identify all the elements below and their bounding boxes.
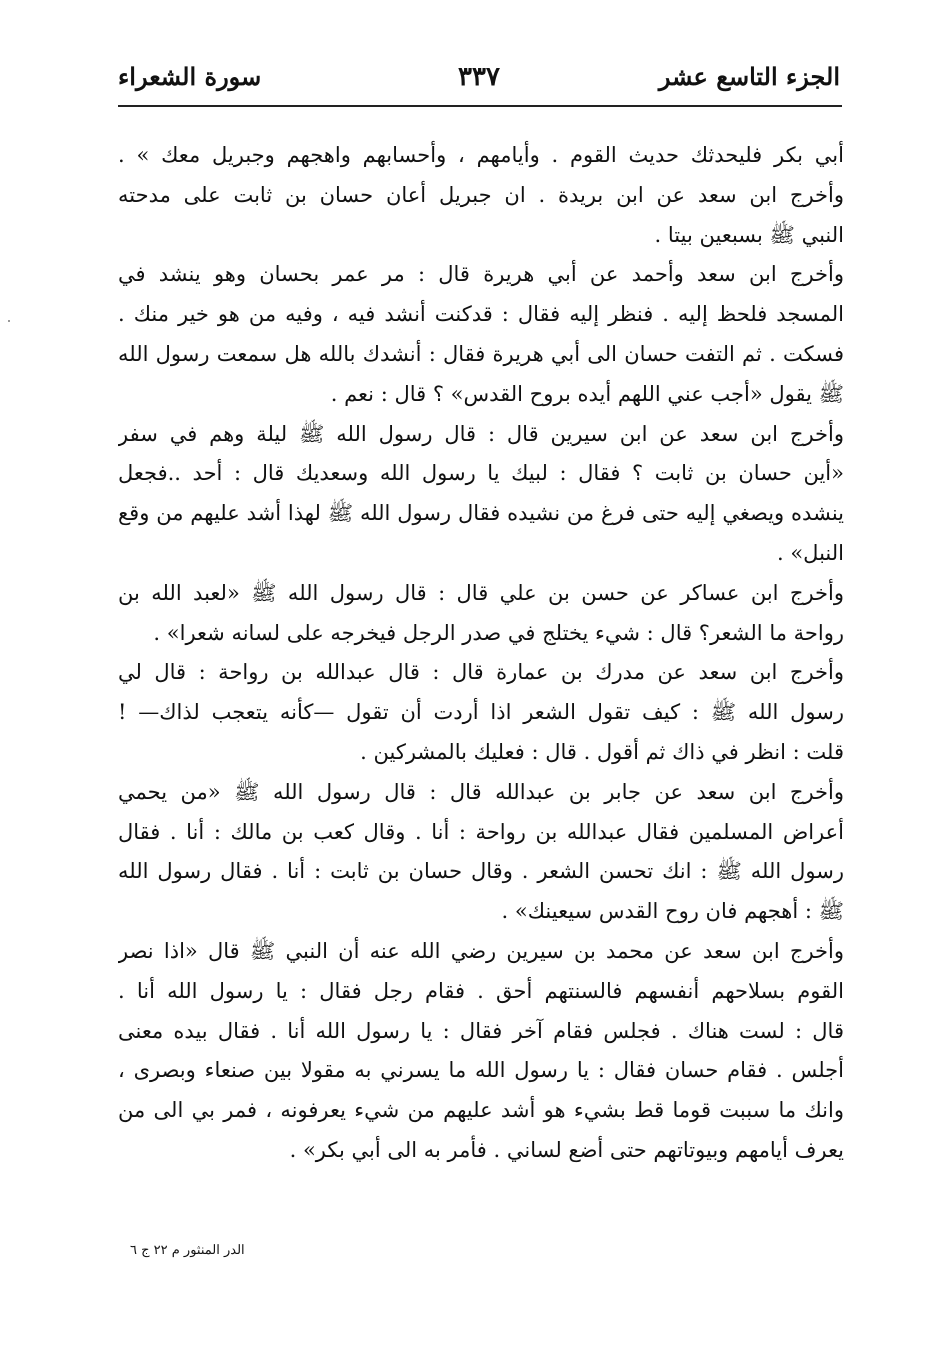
text-line: «أين حسان بن ثابت ؟ فقال : لبيك يا رسول الله وسعديك قال : أحد ..فجعل — [118, 461, 844, 486]
text-line: رسول الله ﷺ : انك تحسن الشعر . وقال حسان بن ثابت : أنا . فقال رسول الله — [118, 859, 844, 884]
page-number: ٣٣٧ — [458, 62, 500, 92]
text-line: ﷺ يقول «أجب عني اللهم أيده بروح القدس» ؟ قال : نعم . — [330, 381, 844, 406]
text-line: قال : لست هناك . فجلس فقام آخر فقال : يا رسول الله أنا . فقال بيده معنى — [118, 1018, 844, 1043]
surah-title: سورة الشعراء — [118, 62, 262, 91]
text-line: وانك ما سببت قوما قط بشيء هو أشد عليهم من شيء يعرفونه ، فمر بي الى من — [118, 1098, 844, 1123]
text-line: وأخرج ابن سعد عن مدرك بن عمارة قال : قال عبدالله بن رواحة : قال لي — [118, 660, 844, 685]
scan-speck — [8, 320, 10, 322]
text-line: وأخرج ابن سعد وأحمد عن أبي هريرة قال : مر عمر بحسان وهو ينشد في — [118, 262, 844, 287]
text-line: النبي ﷺ بسبعين بيتا . — [654, 222, 844, 247]
footer-signature: الدر المنثور م ٢٢ ج ٦ — [130, 1243, 245, 1258]
text-line: ينشده ويصغي إليه حتى فرغ من نشيده فقال رسول الله ﷺ لهذا أشد عليهم من وقع — [118, 501, 844, 526]
text-line: أعراض المسلمين فقال عبدالله بن رواحة : أنا . وقال كعب بن مالك : أنا . فقال — [118, 819, 844, 844]
text-line: وأخرج ابن عساكر عن حسن بن علي قال : قال رسول الله ﷺ «لعبد الله بن — [118, 580, 844, 605]
text-line: وأخرج ابن سعد عن ابن بريدة . ان جبريل أعان حسان بن ثابت على مدحته — [118, 182, 844, 207]
text-line: فسكت . ثم التفت حسان الى أبي هريرة فقال : أنشدك بالله هل سمعت رسول الله — [118, 341, 844, 366]
header-rule — [118, 105, 842, 107]
text-line: أجلس . فقام حسان فقال : يا رسول الله ما يسرني به مقولا بين صنعاء وبصرى ، — [118, 1058, 844, 1083]
text-line: القوم بسلاحهم أنفسهم فالسنتهم أحق . فقام رجل فقال : يا رسول الله أنا . — [118, 978, 844, 1003]
text-line: ﷺ : أهجهم فان روح القدس سيعينك» . — [501, 899, 844, 924]
text-line: وأخرج ابن سعد عن ابن سيرين قال : قال رسول الله ﷺ ليلة وهم في سفر — [118, 421, 844, 446]
text-line: وأخرج ابن سعد عن محمد بن سيرين رضي الله عنه أن النبي ﷺ قال «اذا نصر — [118, 938, 844, 963]
text-line: النبل» . — [776, 540, 844, 565]
body-text — [118, 136, 844, 1171]
text-line: رواحة ما الشعر؟ قال : شيء يختلج في صدر الرجل فيخرجه على لسانه شعرا» . — [153, 620, 844, 645]
text-line: وأخرج ابن سعد عن جابر بن عبدالله قال : قال رسول الله ﷺ «من يحمي — [118, 779, 844, 804]
running-header — [118, 56, 840, 102]
text-line: أبي بكر فليحدثك حديث القوم . وأيامهم ، وأحسابهم واهجهم وجبريل معك » . — [118, 143, 844, 167]
text-line: رسول الله ﷺ : كيف تقول الشعر اذا أردت أن تقول —كأنه يتعجب لذاك— ! — [118, 700, 844, 725]
part-title: الجزء التاسع عشر — [658, 62, 840, 91]
text-line: قلت : انظر في ذاك ثم أقول . قال : فعليك بالمشركين . — [360, 739, 844, 764]
text-line: المسجد فلحظ إليه . فنظر إليه فقال : قدكنت أنشد فيه ، وفيه من هو خير منك . — [118, 302, 844, 327]
text-line: يعرف أيامهم وبيوتاتهم حتى أضع لساني . فأمر به الى أبي بكر» . — [289, 1137, 844, 1162]
